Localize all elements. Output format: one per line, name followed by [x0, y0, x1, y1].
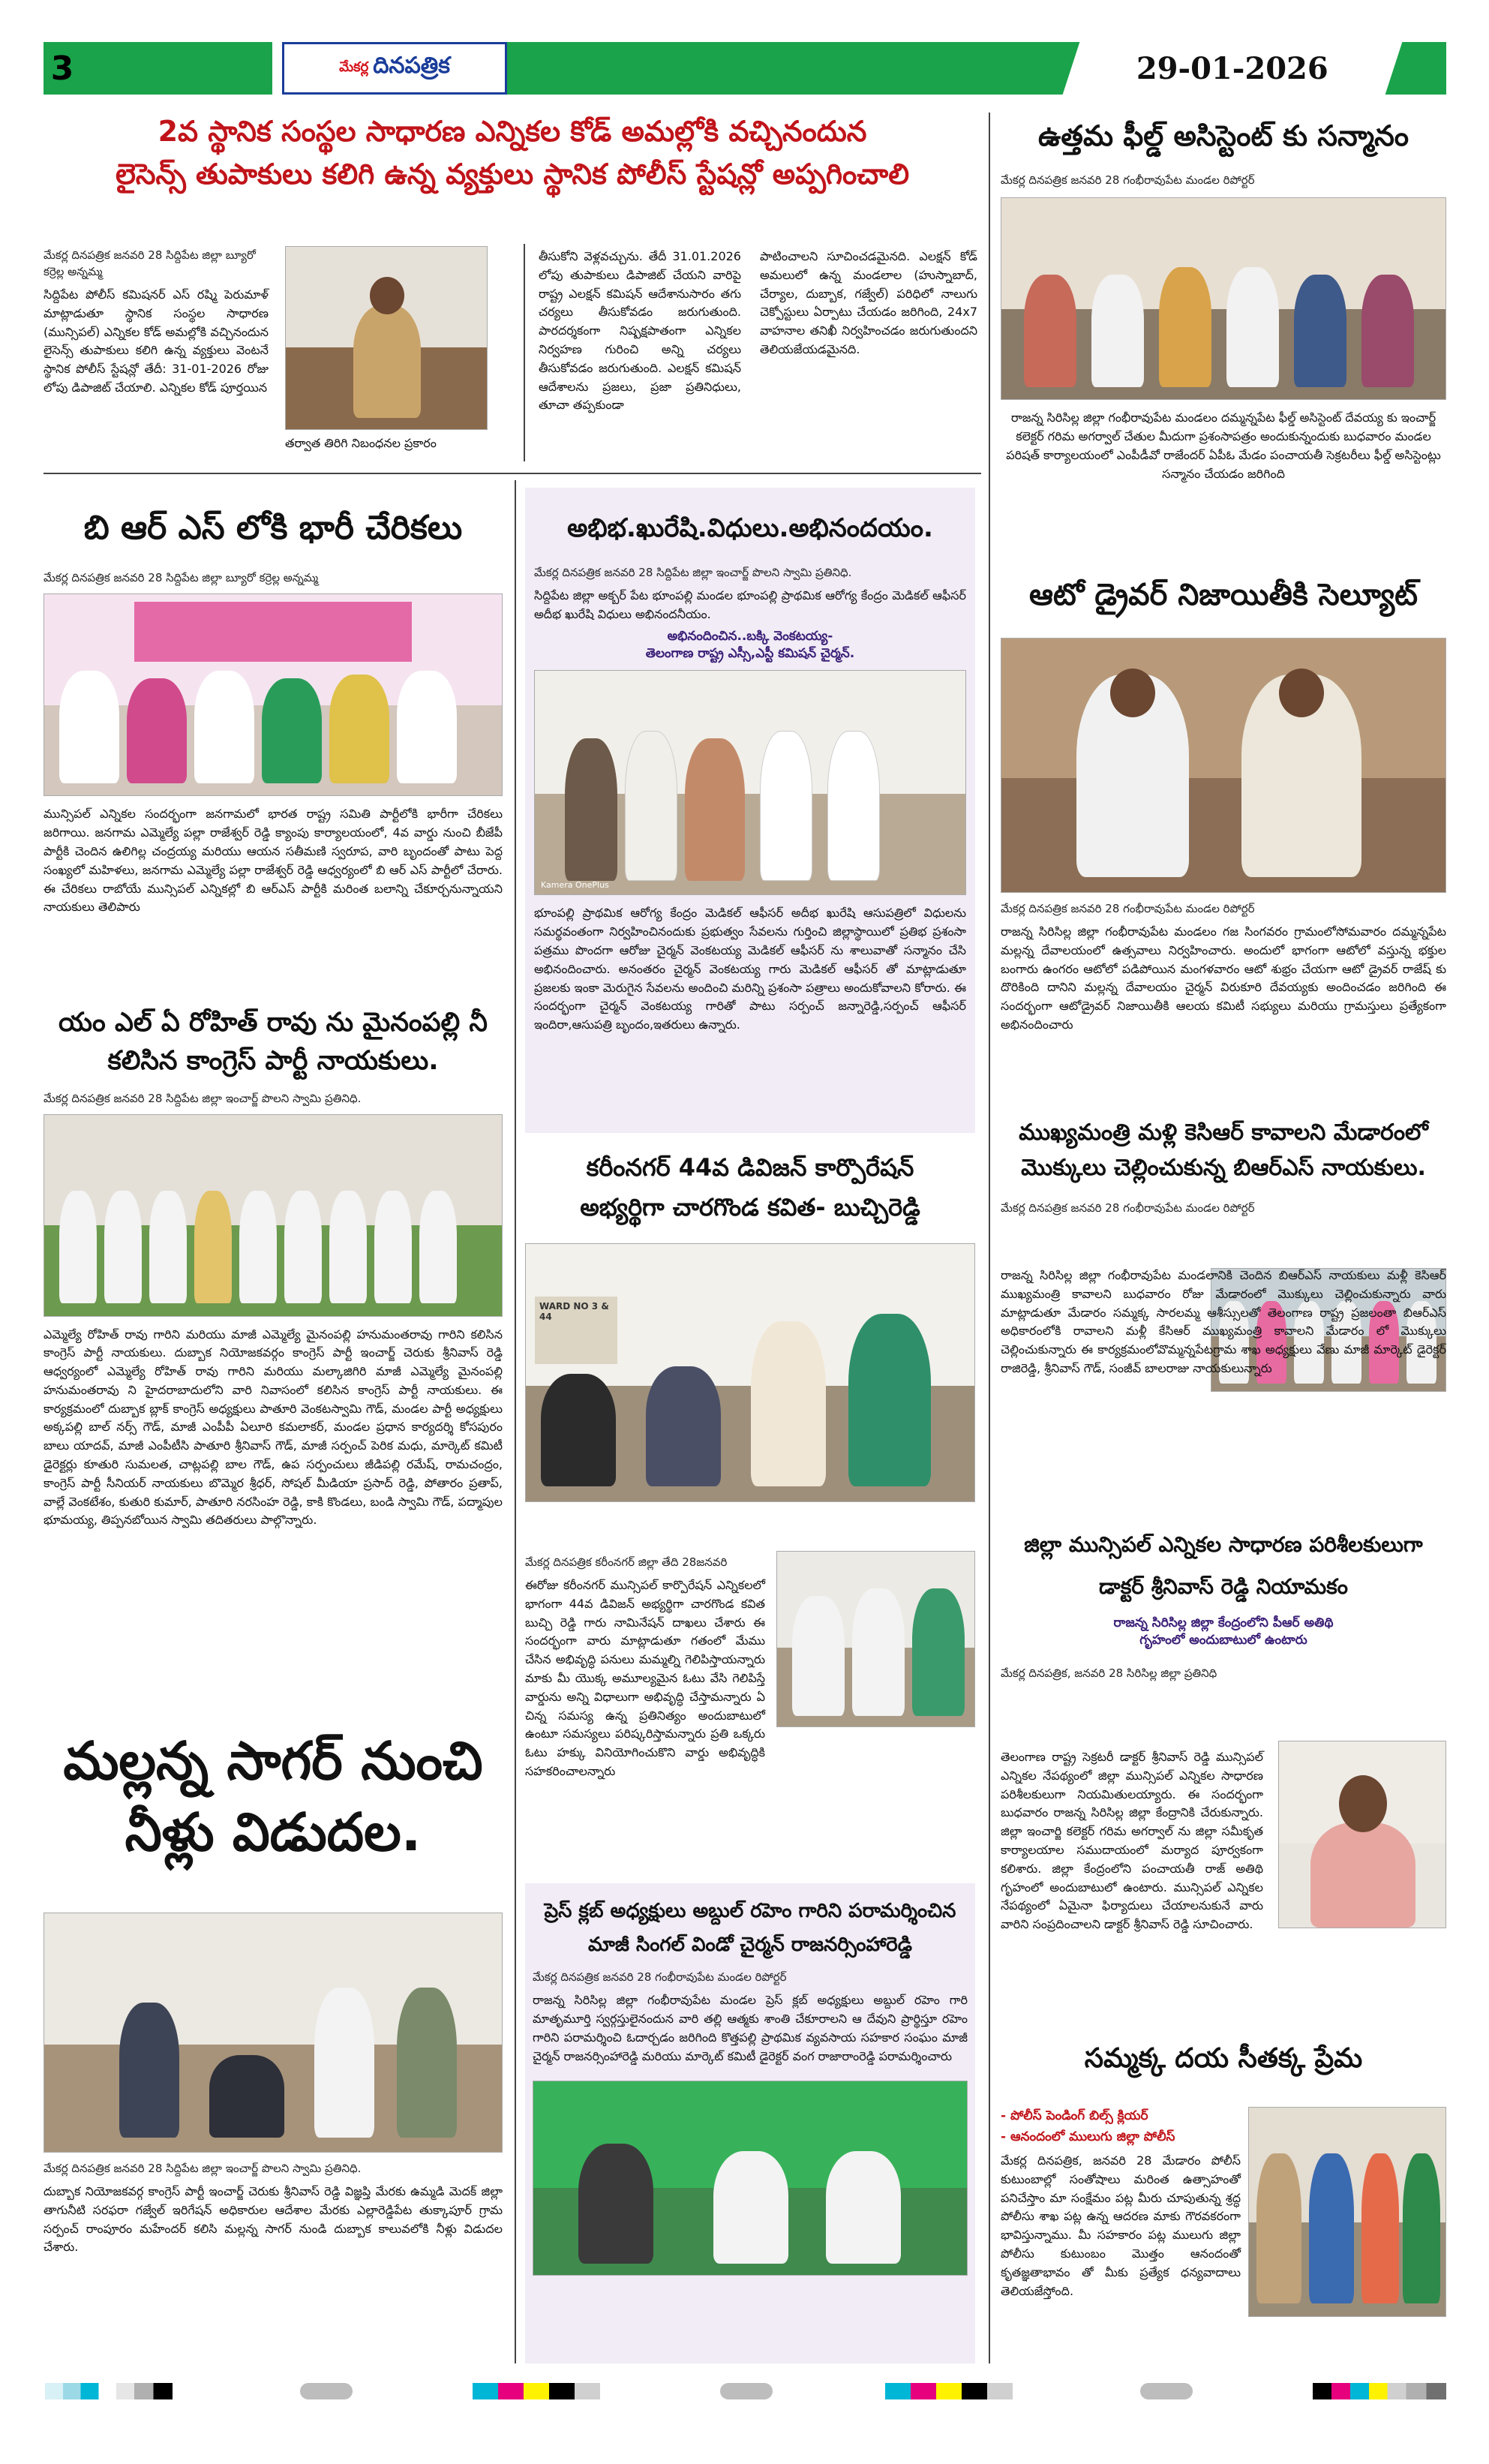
felicitation-story	[525, 488, 975, 1133]
top-story-headline-1: 2వ స్థానిక సంస్థల సాధారణ ఎన్నికల కోడ్ అమల్లోకి వచ్చినందున	[158, 115, 867, 148]
registration-bar-left	[45, 2383, 173, 2399]
auto-driver-body: రాజన్న సిరిసిల్ల జిల్లా గంభీరావుపేట మండలం గజ సింగవరం గ్రామంలోసోమవారం దమ్మన్నపేట మల్లన్న దేవాలయంలో ఉత్సవాలు నిర్వహించారు. అందులో భాగంగా ఆటోలో వస్తున్న భక్తుల బంగారు ఉంగరం ఆటోలో పడిపోయిన మంగళవారం ఆటో శుభ్రం చేయగా ఆటో డ్రైవర్ రాజేష్ కు దొరికింది దానిని మల్లన్న దేవాలయం చైర్మన్ విరుకూరి దేవయ్యకు అందించడం జరిగింది ఈ సందర్భంగా ఆటోడ్రైవర్ నిజాయితీకి ఆలయ కమిటీ సభ్యులు మరియు గ్రామస్తులు ప్రత్యేకంగా అభినందించారు	[1001, 924, 1446, 1032]
felicitation-body: భూంపల్లి ప్రాథమిక ఆరోగ్య కేంద్రం మెడికల్ ఆఫీసర్ అదీభ ఖురేషి ఆసుపత్రిలో విధులను సమర్థవంతంగా నిర్వహించినందుకు ప్రభుత్వం సేవలను గుర్తించి జిల్లాస్థాయిలో ప్రతిభ ప్రశంసా పత్రము పొందగా ఆరోజు చైర్మన్ వెంకటయ్య మెడికల్ ఆఫీసర్ ను శాలువాతో సన్మానం చేసి అభినందించారు. అనంతరం చైర్మన్ వెంకటయ్య గారు మెడికల్ ఆఫీసర్ తో మాట్లాడుతూ ప్రజలకు ఇంకా మెరుగైన సేవలను అందించి మరిన్ని ప్రశంసా పత్రాలు అందుకోవాలని కోరారు. ఈ సందర్భంగా చైర్మన్ వెంకటయ్య గారితో పాటు సర్పంచ్ జన్నారెడ్డి,సర్పంచ్ ఆఫీసర్ ఇందిరా,ఆసుపత్రి బృందం,ఇతరులు ఉన్నారు.	[534, 906, 966, 1032]
congress-meet-headline-2: కలిసిన కాంగ్రెస్ పార్టీ నాయకులు.	[107, 1046, 439, 1077]
brs-joining-body: మున్సిపల్ ఎన్నికల సందర్భంగా జనగామలో భారత రాష్ట్ర సమితి పార్టీలోకి భారీగా చేరికలు జరిగాయి. జనగామ ఎమ్మెల్యే పల్లా రాజేశ్వర్ రెడ్డి క్యాంపు కార్యాలయంలో, 4వ వార్డు నుంచి బీజేపీ పార్టీకి చెందిన ఉలిగిల్ల చంద్రయ్య మరియు ఆయన సతీమణి స్వరూప, వారి బృందంతో పాటు పెద్ద సంఖ్యలో మహిళలు, జనగామ ఎమ్మెల్యే పల్లా రాజేశ్వర్ రెడ్డి ఆధ్వర్యంలో బి ఆర్ ఎస్ పార్టీలో చేరారు. ఈ చేరికలు రాబోయే మున్సిపల్ ఎన్నికల్లో బి ఆర్ఎస్ పార్టీకి మరింత బలాన్ని చేకూర్చనున్నాయని నాయకులు తెలిపారు	[44, 807, 503, 915]
felicitation-byline: మేకర్ల దినపత్రిక జనవరి 28 సిద్దిపేట జిల్లా ఇంచార్జ్ పొలని స్వామి ప్రతినిధి.	[534, 565, 852, 579]
top-story	[44, 113, 981, 465]
auto-driver-headline: ఆటో డ్రైవర్ నిజాయితీకి సెల్యూట్	[1028, 578, 1418, 612]
karimnagar-nomination-photo	[525, 1243, 975, 1502]
registration-bar-right	[1313, 2383, 1446, 2399]
felicitation-intro: సిద్దిపేట జిల్లా అక్బర్ పేట భూంపల్లి మండల భూంపల్లి ప్రాథమిక ఆరోగ్య కేంద్రం మెడికల్ ఆఫీసర్ అదీభ ఖురేషి విధులు అభినందనీయం.	[534, 587, 966, 621]
karimnagar-byline: మేకర్ల దినపత్రిక కరీంనగర్ జిల్లా తేది 28జనవరి	[525, 1555, 728, 1569]
registration-dot-2	[720, 2383, 773, 2399]
issue-date: 29-01-2026	[1063, 42, 1403, 95]
brs-joining-photo	[44, 593, 503, 796]
top-story-headline-2: లైసెన్స్ తుపాకులు కలిగి ఉన్న వ్యక్తులు స్థానిక పోలీస్ స్టేషన్లో అప్పగించాలి	[115, 158, 910, 191]
press-club-body: రాజన్న సిరిసిల్ల జిల్లా గంభీరావుపేట మండల ప్రెస్ క్లబ్ అధ్యక్షులు అబ్దుల్ రహెం గారి మాతృమూర్తి స్వర్గస్తులైనందున వారి తల్లి ఆత్మకు శాంతి చేకూరాలని ఆ దేవుని ప్రార్థిస్తూ రహెం గారిని పరామర్శించి ఓదార్చడం జరిగింది కొత్తపల్లి ప్రాథమిక వ్యవసాయ సహకార సంఘం మాజీ చైర్మన్ రాజనర్సింహారెడ్డి మరియు మార్కెట్ కమిటీ డైరెక్టర్ వంగ రాజారాంరెడ్డి పరామర్శించారు	[533, 1993, 968, 2063]
felicitation-quote-2: తెలంగాణ రాష్ట్ర ఎస్సీ,ఎస్టీ కమిషన్ చైర్మన్.	[645, 646, 855, 662]
registration-dot-3	[1140, 2383, 1193, 2399]
logo-small-text: మేకర్ల	[339, 59, 369, 75]
newspaper-logo	[282, 42, 507, 95]
logo-main-text: దినపత్రిక	[373, 53, 450, 79]
mallanna-story	[44, 1726, 503, 2363]
congress-meet-story	[44, 1005, 503, 1726]
field-assistant-body: రాజన్న సిరిసిల్ల జిల్లా గంభీరావుపేట మండలం దమ్మన్నపేట ఫీల్డ్ అసిస్టెంట్ దేవయ్య కు ఇంచార్జ్ కలెక్టర్ గరిమ అగర్వాల్ చేతుల మీదుగా ప్రశంసాపత్రం అందుకున్నందుకు బుధవారం మండల పరిషత్ కార్యాలయంలో ఎంపీడీవో రాజేందర్ ఏపీఓ మేడం పంచాయతీ సెక్రటరీలు ఫీల్డ్ అసిస్టెంట్లు సన్మానం చేయడం జరిగింది	[1006, 410, 1441, 481]
karimnagar-story	[525, 1144, 975, 1880]
field-assistant-photo	[1001, 197, 1446, 400]
karimnagar-headline-2: అభ్యర్థిగా చారగొండ కవిత- బుచ్చిరెడ్డి	[580, 1193, 920, 1222]
observer-headline-1: జిల్లా మున్సిపల్ ఎన్నికల సాధారణ పరిశీలకులుగా	[1024, 1532, 1423, 1557]
press-club-headline-2: మాజీ సింగల్ విండో చైర్మన్ రాజనర్సింహారెడ్డి	[588, 1934, 912, 1957]
sammakka-photo	[1248, 2107, 1446, 2317]
registration-bar-mid-left	[473, 2383, 600, 2399]
observer-headline-2: డాక్టర్ శ్రీనివాస్ రెడ్డి నియామకం	[1099, 1573, 1348, 1599]
kcr-prayers-headline-2: మొక్కులు చెల్లించుకున్న బిఆర్ఎస్ నాయకులు.	[1021, 1154, 1426, 1181]
sammakka-body: మేకర్ల దినపత్రిక, జనవరి 28 మేడారం పోలీస్ కుటుంబాల్లో సంతోషాలు మరింత ఉత్సాహంతో పనిచేస్తాం మా సంక్షేమం పట్ల మీరు చూపుతున్న శ్రద్ధ పోలీసు శాఖ పట్ల ఉన్న ఆదరణ మాకు గౌరవకరంగా భావిస్తున్నాము. మీ సహకారం పట్ల ములుగు జిల్లా పోలీసు కుటుంబం మొత్తం ఆనందంతో కృతజ్ఞతాభావం తో మీకు ప్రత్యేక ధన్యవాదాలు తెలియజేస్తోంది.	[1001, 2153, 1241, 2298]
congress-meet-body: ఎమ్మెల్యే రోహిత్ రావు గారిని మరియు మాజీ ఎమ్మెల్యే మైనంపల్లి హనుమంతరావు గారిని కలిసిన కాంగ్రెస్ పార్టీ నాయకులు. దుబ్బాక నియోజకవర్గం కాంగ్రెస్ పార్టీ ఇంచార్జ్ చెరుకు శ్రీనివాస్ రెడ్డి ఆధ్వర్యంలో ఎమ్మెల్యే రోహిత్ రావు గారిని మరియు మల్కాజిగిరి మాజీ ఎమ్మెల్యే మైనంపల్లి హనుమంతరావు ని హైదరాబాదులోని వారి నివాసంలో కలిసిన కాంగ్రెస్ పార్టీ నాయకులు. ఈ కార్యక్రమంలో దుబ్బాక బ్లాక్ కాంగ్రెస్ అధ్యక్షులు పాతూరి వెంకటస్వామి గౌడ్, మండల పార్టీ అధ్యక్షులు అక్కపల్లి బాల్ నర్స్ గౌడ్, మాజీ ఎంపీపీ ఏలూరి కమలాకర్, మండల ప్రధాన కార్యదర్శి కోసపురం బాలు యాదవ్, మాజీ ఎంపీటీసి పాతూరి శ్రీనివాస్ గౌడ్, మాజీ సర్పంచ్ పెరిక మధు, మార్కెట్ కమిటీ డైరెక్టర్లు కూతురి సుమలత, చాట్లపల్లి బాల గౌడ్, ఉప సర్పంచులు జీడిపల్లి రమేష్, రామచంద్రం, కాంగ్రెస్ పార్టీ సీనియర్ నాయకులు బొమ్మెర శ్రీధర్, సోషల్ మీడియా ప్రసాద్ రెడ్డి, పోతారం ప్రతాప్, వాల్లే వెంకటేశం, కుతురి కుమార్, పాతూరి నరసింహ రెడ్డి, కాకి కొండలు, బండి స్వామి గౌడ్, పద్మాపుల భూమయ్య, తిప్పనబోయిన స్వామి తదితరులు పాల్గొన్నారు.	[44, 1327, 503, 1528]
brs-joining-byline: మేకర్ల దినపత్రిక జనవరి 28 సిద్దిపేట జిల్లా బ్యూరో కర్రెల్ల అన్నమ్మ	[44, 571, 319, 585]
observer-sub-2: గృహంలో అందుబాటులో ఉంటారు	[1139, 1632, 1307, 1648]
brs-joining-story	[44, 488, 503, 998]
press-club-story	[525, 1883, 975, 2363]
page-number: 3	[44, 42, 81, 95]
congress-meet-byline: మేకర్ల దినపత్రిక జనవరి 28 సిద్దిపేట జిల్లా ఇంచార్జ్ పొలని స్వామి ప్రతినిధి.	[44, 1091, 362, 1105]
top-story-photo-caption: తర్వాత తిరిగి నిబంధనల ప్రకారం	[285, 436, 437, 450]
press-club-photo	[533, 2081, 968, 2276]
auto-driver-story	[1001, 570, 1446, 1110]
auto-driver-photo	[1001, 638, 1446, 893]
mallanna-photo	[44, 1913, 503, 2153]
karimnagar-headline-1: కరీంనగర్ 44వ డివిజన్ కార్పొరేషన్	[586, 1153, 914, 1182]
kcr-prayers-byline: మేకర్ల దినపత్రిక జనవరి 28 గంభీరావుపేట మండల రిపోర్టర్	[1001, 1201, 1255, 1215]
field-assistant-byline: మేకర్ల దినపత్రిక జనవరి 28 గంభీరావుపేట మండల రిపోర్టర్	[1001, 173, 1255, 188]
mallanna-body: దుబ్బాక నియోజకవర్గ కాంగ్రెస్ పార్టీ ఇంచార్జ్ చెరుకు శ్రీనివాస్ రెడ్డి విజ్ఞప్తి మేరకు ఉమ్మడి మెదక్ జిల్లా తాగునీటి సరఫరా గజ్వేల్ ఇరిగేషన్ అధికారుల ఆదేశాల మేరకు ఎల్లారెడ్డిపేట తుక్కాపూర్ గ్రామ సర్పంచ్ రాంపూరం మహేందర్ కలిసి మల్లన్న సాగర్ నుండి దుబ్బాక కాలువలోకి నీళ్లు విడుదల చేశారు.	[44, 2184, 503, 2255]
registration-dot-1	[300, 2383, 353, 2399]
observer-byline: మేకర్ల దినపత్రిక, జనవరి 28 సిరిసిల్ల జిల్లా ప్రతినిధి	[1001, 1666, 1217, 1681]
sammakka-headline: సమ్మక్క దయ సీతక్క ప్రేమ	[1084, 2043, 1363, 2074]
brs-joining-headline: బి ఆర్ ఎస్ లోకి భారీ చేరికలు	[83, 509, 463, 547]
sammakka-sub-1: - పోలీస్ పెండింగ్ బిల్స్ క్లియర్	[1001, 2108, 1148, 2123]
top-story-col-2: తీసుకోని వెళ్లవచ్చును. తేదీ 31.01.2026 లోపు తుపాకులు డిపాజిట్ చేయని వారిపై రాష్ట్ర ఎలక్షన్ కమిషన్ ఆదేశానుసారం తగు చర్యలు తీసుకోవడం జరుగుతుంది. పారదర్శకంగా నిష్పక్షపాతంగా ఎన్నికల నిర్వహణ గురించి అన్ని చర్యలు తీసుకోవడం జరుగుతుంది. ఎలక్షన్ కమిషన్ ఆదేశాలను ప్రజలు, ప్రజా ప్రతినిధులు, తూచా తప్పకుండా	[539, 249, 741, 413]
observer-body: తెలంగాణ రాష్ట్ర సెక్రటరీ డాక్టర్ శ్రీనివాస్ రెడ్డి మున్సిపల్ ఎన్నికల నేపథ్యంలో జిల్లా మున్సిపల్ ఎన్నికల సాధారణ పరిశీలకులుగా నియమితులయ్యారు. ఈ సందర్భంగా బుధవారం రాజన్న సిరిసిల్ల జిల్లా కేంద్రానికి చేరుకున్నారు. జిల్లా ఇంచార్జి కలెక్టర్ గరిమ అగర్వాల్ ను జిల్లా సమీకృత కార్యాలయాల సముదాయంలో మర్యాద పూర్వకంగా కలిశారు. జిల్లా కేంద్రంలోని పంచాయతీ రాజ్ అతిథి గృహంలో అందుబాటులో ఉంటారు. మున్సిపల్ ఎన్నికల నేపథ్యంలో ఏమైనా ఫిర్యాదులు చేయాలనుకునే వారు వారిని సంప్రదించాలని డాక్టర్ శ్రీనివాస్ రెడ్డి సూచించారు.	[1001, 1750, 1263, 1932]
press-club-headline-1: ప్రెస్ క్లబ్ అధ్యక్షులు అబ్దుల్ రహెం గారిని పరామర్శించిన	[544, 1900, 956, 1922]
congress-meet-photo	[44, 1114, 503, 1317]
ward-board: WARD NO 3 & 44	[535, 1297, 617, 1364]
top-story-col-3: పాటించాలని సూచించడమైనది. ఎలక్షన్ కోడ్ అమలులో ఉన్న మండలాల (హుస్నాబాద్, చేర్యాల, దుబ్బాక, గజ్వేల్) పరిధిలో నాలుగు చెక్పోస్టులు ఏర్పాటు చేయడం జరిగింది, 24x7 వాహనాల తనిఖీ నిర్వహించడం జరుగుతుందని తెలియజేయడమైనది.	[760, 249, 977, 356]
mallanna-headline-1: మల్లన్న సాగర్ నుంచి	[63, 1730, 483, 1792]
felicitation-photo	[534, 670, 966, 895]
top-story-byline: మేకర్ల దినపత్రిక జనవరి 28 సిద్దిపేట జిల్లా బ్యూరో కర్రెల్ల అన్నమ్మ	[44, 248, 256, 278]
observer-story	[1001, 1531, 1446, 2026]
mallanna-byline: మేకర్ల దినపత్రిక జనవరి 28 సిద్దిపేట జిల్లా ఇంచార్జ్ పొలని స్వామి ప్రతినిధి.	[44, 2162, 362, 2175]
observer-sub-1: రాజన్న సిరిసిల్ల జిల్లా కేంద్రంలోని పీఆర్ అతిథి	[1113, 1615, 1334, 1630]
field-assistant-headline: ఉత్తమ ఫీల్డ్ అసిస్టెంట్ కు సన్మానం	[1037, 119, 1409, 152]
sammakka-story	[1001, 2041, 1446, 2363]
congress-meet-headline-1: యం ఎల్ ఏ రోహిత్ రావు ను మైనంపల్లి నీ	[59, 1008, 488, 1038]
top-story-col-1: సిద్దిపేట పోలీస్ కమిషనర్ ఎస్ రష్మి పెరుమాళ్ మాట్లాడుతూ స్థానిక సంస్థల సాధారణ (మున్సిపల్) ఎన్నికల కోడ్ అమల్లోకి వచ్చినందున లైసెన్స్ తుపాకులు కలిగి ఉన్న వ్యక్తులు వెంటనే స్థానిక పోలీస్ స్టేషన్లో తేదీ: 31-01-2026 రోజు లోపు డిపాజిట్ చేయాలి. ఎన్నికల కోడ్ పూర్తయిన	[44, 287, 269, 395]
karimnagar-body: ఈరోజు కరీంనగర్ మున్సిపల్ కార్పొరేషన్ ఎన్నికలలో భాగంగా 44వ డివిజన్ అభ్యర్థిగా చారగొండ కవిత బుచ్చి రెడ్డి గారు నామినేషన్ దాఖలు చేశారు ఈ సందర్భంగా వారు మాట్లాడుతూ గతంలో మేము చేసిన అభివృద్ధి పనులు మమ్మల్ని గెలిపిస్తాయన్నారు మాకు మీ యొక్క అమూల్యమైన ఓటు వేసి గెలిపిస్తే వార్డును అన్ని విధాలుగా అభివృద్ధి చేస్తామన్నారు ఏ చిన్న సమస్య ఉన్న ప్రతినిత్యం అందుబాటులో ఉంటూ సమస్యలు పరిష్కరిస్తామన్నారు ప్రతి ఒక్కరు ఓటు హక్కు వినియోగించుకొని వార్డు అభివృద్ధికి సహకరించాలన్నారు	[525, 1578, 765, 1778]
auto-driver-byline: మేకర్ల దినపత్రిక జనవరి 28 గంభీరావుపేట మండల రిపోర్టర్	[1001, 902, 1255, 915]
mallanna-headline-2: నీళ్లు విడుదల.	[125, 1801, 422, 1863]
police-commissioner-photo	[285, 246, 488, 430]
registration-bar-mid	[885, 2383, 1013, 2399]
felicitation-quote-1: అభినందించిన..బక్కి వెంకటయ్య-	[667, 629, 833, 645]
felicitation-headline: అభిభ.ఖురేషి.విధులు.అభినందయం.	[567, 513, 933, 543]
karimnagar-second-photo	[776, 1551, 975, 1727]
press-club-byline: మేకర్ల దినపత్రిక జనవరి 28 గంభీరావుపేట మండల రిపోర్టర్	[533, 1970, 787, 1985]
masthead	[44, 42, 1446, 95]
photo-watermark: Kamera OnePlus	[541, 880, 609, 891]
kcr-prayers-story	[1001, 1118, 1446, 1523]
field-assistant-story	[1001, 113, 1446, 555]
sammakka-sub-2: - ఆనందంలో ములుగు జిల్లా పోలీస్	[1001, 2129, 1175, 2144]
kcr-prayers-headline-1: ముఖ్యమంత్రి మళ్లి కెసిఆర్ కావాలని మేడారంలో	[1019, 1119, 1428, 1146]
observer-portrait	[1278, 1741, 1446, 1928]
kcr-prayers-body: రాజన్న సిరిసిల్ల జిల్లా గంభీరావుపేట మండలానికి చెందిన బిఆర్ఎస్ నాయకులు మళ్లీ కెసిఆర్ ముఖ్యమంత్రి కావాలని బుధవారం రోజు మేడారంలో మొక్కులు చెల్లించుకున్నారు వారు మాట్లాడుతూ మేడారం సమ్మక్క సారలమ్మ ఆశీస్సులతో తెలంగాణ రాష్ట్ర ప్రజలంతా బిఆర్ఎస్ అధికారంలోకి రావాలని మళ్లీ కేసిఆర్ ముఖ్యమంత్రి కావాలని మేడారం లో మొక్కులు చెల్లించుకున్నారు ఈ కార్యక్రమంలోవొమ్మన్నపేటగ్రామ శాఖ అధ్యక్షులు వేణు మాజీ మార్కెట్ డైరెక్టర్ రాజిరెడ్డి, శ్రీనివాస్ గౌడ్, సంజీవ్ బాలరాజు నాయకులున్నారు	[1001, 1268, 1446, 1375]
